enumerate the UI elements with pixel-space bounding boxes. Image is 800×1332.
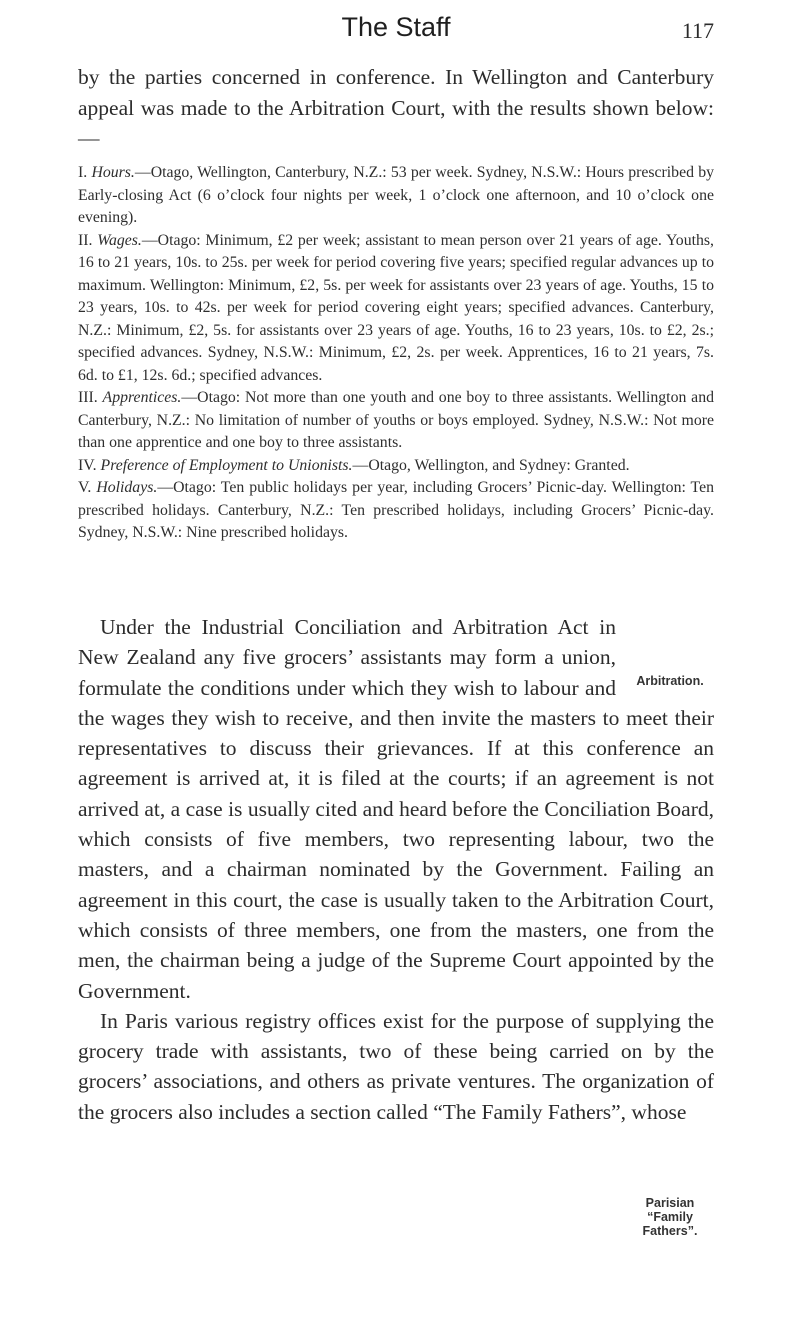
item-heading: Apprentices. bbox=[102, 389, 182, 406]
page-number: 117 bbox=[681, 18, 714, 43]
item-numeral: III. bbox=[78, 389, 98, 406]
main-body bbox=[78, 612, 714, 1238]
item-numeral: I. bbox=[78, 164, 88, 181]
item-numeral: II. bbox=[78, 231, 93, 249]
results-list bbox=[78, 162, 714, 545]
item-heading: Hours. bbox=[91, 164, 135, 181]
running-head bbox=[78, 12, 714, 52]
results-item-hours bbox=[78, 162, 714, 230]
item-text: —Otago: Ten public holidays per year, including Grocers’ Picnic-day. Wellington: Ten prescribed holidays. Canterbury, N.Z.: Ten prescribed holidays, including Grocers’ Picnic-day. Sydney, N.S.W.: Nine prescribed holidays. bbox=[78, 479, 715, 541]
item-heading: Wages. bbox=[97, 231, 142, 249]
running-title: The Staff bbox=[341, 12, 451, 42]
item-text: —Otago, Wellington, and Sydney: Granted. bbox=[352, 456, 630, 474]
side-note-line: “Family bbox=[647, 1210, 693, 1224]
item-numeral: IV. bbox=[78, 456, 97, 474]
results-item-preference bbox=[78, 455, 714, 478]
intro-text: by the parties concerned in conference. In Wellington and Canterbury appeal was made to the Arbitration Court, with the results shown below:— bbox=[78, 65, 714, 150]
results-item-wages bbox=[78, 230, 714, 388]
side-note-line: Fathers”. bbox=[642, 1224, 698, 1238]
body-paragraph-paris: In Paris various registry offices exist for the purpose of supplying the grocery trade with assistants, two of these being carried on by the grocers’ associations, and others as private ventures. The organization of the grocers also includes a section called “The Family Fathers”, whose bbox=[78, 1008, 714, 1124]
item-heading: Preference of Employment to Unionists. bbox=[100, 456, 353, 474]
results-item-apprentices bbox=[78, 387, 714, 455]
side-note-arbitration: Arbitration. bbox=[636, 674, 704, 688]
side-note-line: Parisian bbox=[645, 1196, 695, 1210]
intro-paragraph bbox=[78, 62, 714, 154]
item-text: —Otago, Wellington, Canterbury, N.Z.: 53 per week. Sydney, N.S.W.: Hours prescribed by Early-closing Act (6 o’clock four nights per week, 1 o’clock one afternoon, and 10 o’clock one evening). bbox=[78, 164, 714, 226]
side-note-parisian-family-fathers bbox=[626, 1196, 714, 1238]
item-text: —Otago: Not more than one youth and one boy to three assistants. Wellington and Canterbury, N.Z.: No limitation of number of youths or boys employed. Sydney, N.S.W.: Not more than one apprentice and one boy to three assistants. bbox=[78, 389, 714, 451]
item-text: —Otago: Minimum, £2 per week; assistant to mean person over 21 years of age. Youths, 16 to 21 years, 10s. to 25s. per week for period covering five years; specified regular advances up to maximum. Wellington: Minimum, £2, 5s. per week for assistants over 23 years of age. Youths, 15 to 23 years, 10s. to 42s. per week for period covering eight years; specified advances. Canterbury, N.Z.: Minimum, £2, 5s. for assistants over 23 years of age. Youths, 16 to 23 years, 10s. to £2, 2s.; specified advances. Sydney, N.S.W.: Minimum, £2, 2s. per week. Apprentices, 16 to 21 years, 7s. 6d. to £1, 12s. 6d.; specified advances. bbox=[78, 231, 714, 384]
item-numeral: V. bbox=[78, 479, 92, 496]
item-heading: Holidays. bbox=[96, 479, 158, 496]
body-paragraph-arbitration: Under the Industrial Conciliation and Arbitration Act in New Zealand any five grocers’ assistants may form a union, formulate the conditions under which they wish to labour and the wages they wish to receive, and then invite the masters to meet their representatives to discuss their grievances. If at this conference an agreement is arrived at, it is filed at the courts; if an agreement is not arrived at, a case is usually cited and heard before the Conciliation Board, which consists of five members, two representing labour, two the masters, and a chairman nominated by the Government. Failing an agreement in this court, the case is usually taken to the Arbitration Court, which consists of three members, one from the masters, one from the men, the chairman being a judge of the Supreme Court appointed by the Government. bbox=[78, 615, 714, 1003]
results-item-holidays bbox=[78, 477, 714, 545]
